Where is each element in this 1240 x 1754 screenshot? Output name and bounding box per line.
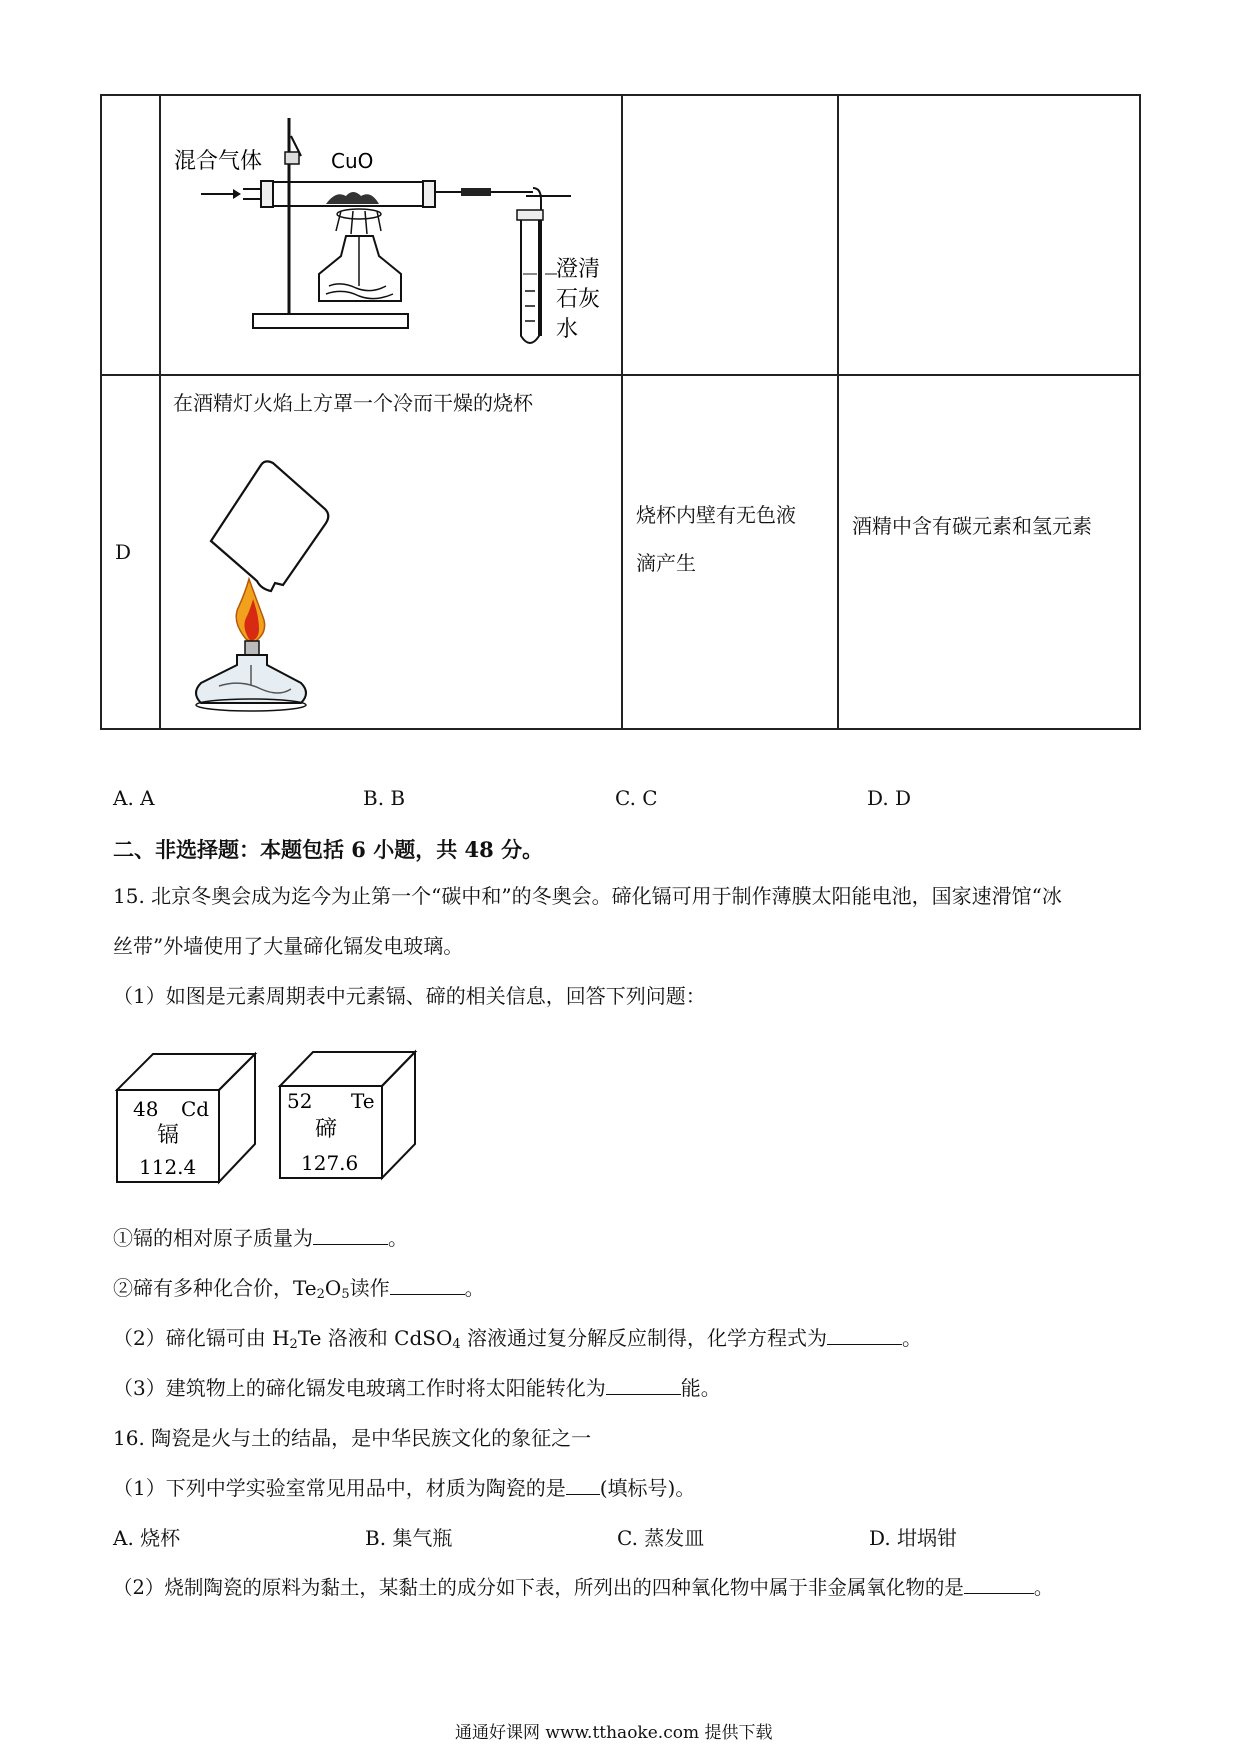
phenomenon-text [636,491,796,587]
conclusion-cell [838,375,1140,729]
q16-option-d: D. 坩埚钳 [869,1526,958,1550]
tellurium-element-box [280,1052,415,1178]
q15-item1 [113,1224,408,1252]
q15-sub2 [113,1324,922,1359]
choice-c: C. C [615,786,658,810]
q15-item1-period: 。 [388,1226,408,1250]
answer-blank [566,1476,600,1495]
conclusion-text: 酒精中含有碳元素和氢元素 [852,514,1092,538]
te-atomic-number: 52 [287,1089,313,1113]
row-letter-cell [101,375,160,729]
beaker-over-lamp-diagram [161,421,621,726]
phenomenon-cell [622,95,838,375]
cd-atomic-mass: 112.4 [139,1155,197,1179]
cdso4-formula: CdSO$_4$ [394,1326,461,1352]
q15-sub3 [113,1374,721,1402]
cd-atomic-number: 48 [133,1097,159,1121]
te2o5-formula: $Te_2O_5$ [293,1276,350,1302]
q15-sub1: （1）如图是元素周期表中元素镉、碲的相关信息，回答下列问题： [113,984,706,1008]
choice-d: D. D [867,786,912,810]
te-name: 碲 [315,1117,338,1142]
q16-option-b: B. 集气瓶 [365,1526,453,1550]
row-letter-d: D [115,540,132,564]
q16-sub2-end: 。 [1033,1576,1054,1599]
q15-stem-line-1: 15. 北京冬奥会成为迄今为止第一个“碳中和”的冬奥会。碲化镉可用于制作薄膜太阳能电池，国家速滑馆“冰 [113,884,1062,908]
operation-text: 在酒精灯火焰上方罩一个冷而干燥的烧杯 [173,391,533,415]
q16-sub2-text: （2）烧制陶瓷的原料为黏土，某黏土的成分如下表，所列出的四种氧化物中属于非金属氧化物的是 [113,1576,964,1599]
q15-sub2-post: 溶液通过复分解反应制得，化学方程式为 [460,1326,828,1350]
section-title: 二、非选择题：本题包括 6 小题，共 48 分。 [113,837,544,862]
q15-sub2-period: 。 [902,1326,923,1350]
q16-stem: 16. 陶瓷是火与土的结晶，是中华民族文化的象征之一 [113,1426,592,1450]
answer-blank [964,1575,1034,1594]
cadmium-element-box [117,1054,255,1182]
row-letter-cell [101,95,160,375]
cd-symbol: Cd [181,1097,210,1121]
element-boxes [115,1048,425,1188]
cuo-label: CuO [331,149,374,173]
q15-item2 [113,1274,485,1309]
phenomenon-cell [622,375,838,729]
q15-item2-period: 。 [464,1276,485,1300]
q16-sub1-text: （1）下列中学实验室常见用品中，材质为陶瓷的是 [113,1476,566,1500]
table-row [101,95,1140,375]
cd-name: 镉 [157,1123,180,1148]
page-footer[interactable]: 通通好课网 www.tthaoke.com 提供下载 [455,1723,773,1743]
answer-blank [390,1276,465,1295]
q16-option-c: C. 蒸发皿 [617,1526,705,1550]
h2te-formula: $H_2Te$ [272,1326,322,1352]
q16-sub1-end: (填标号)。 [599,1476,696,1500]
phenomenon-line-1: 烧杯内壁有无色液 [636,503,796,527]
experiment-table [100,94,1141,730]
te-symbol: Te [351,1089,375,1113]
apparatus-cell [160,95,622,375]
q15-sub3-end: 能。 [680,1376,721,1400]
q15-sub2-mid: 洛液和 [321,1326,395,1350]
table-row [101,375,1140,729]
mixed-gas-label: 混合气体 [174,149,263,174]
limewater-label-3: 水 [556,317,579,342]
q16-option-a: A. 烧杯 [113,1526,181,1550]
choice-b: B. B [363,786,406,810]
q15-item1-text: ①镉的相对原子质量为 [113,1226,313,1250]
cuo-reduction-apparatus-diagram [161,96,621,370]
te-atomic-mass: 127.6 [301,1151,359,1175]
operation-cell [160,375,622,729]
q15-sub2-text: （2）碲化镉可由 [113,1326,273,1350]
answer-blank [606,1376,681,1395]
conclusion-cell [838,95,1140,375]
q15-sub3-text: （3）建筑物上的碲化镉发电玻璃工作时将太阳能转化为 [113,1376,606,1400]
answer-blank [827,1326,902,1345]
limewater-label-1: 澄清 [556,257,601,282]
answer-blank [313,1226,388,1245]
q16-sub1 [113,1474,695,1502]
q16-sub2 [113,1574,1053,1602]
q15-stem-line-2: 丝带”外墙使用了大量碲化镉发电玻璃。 [113,934,464,958]
q15-item2-text: ②碲有多种化合价， [113,1276,293,1300]
phenomenon-line-2: 滴产生 [636,551,696,575]
q15-item2-post: 读作 [349,1276,390,1300]
limewater-label-2: 石灰 [556,287,601,312]
choice-a: A. A [113,786,155,810]
